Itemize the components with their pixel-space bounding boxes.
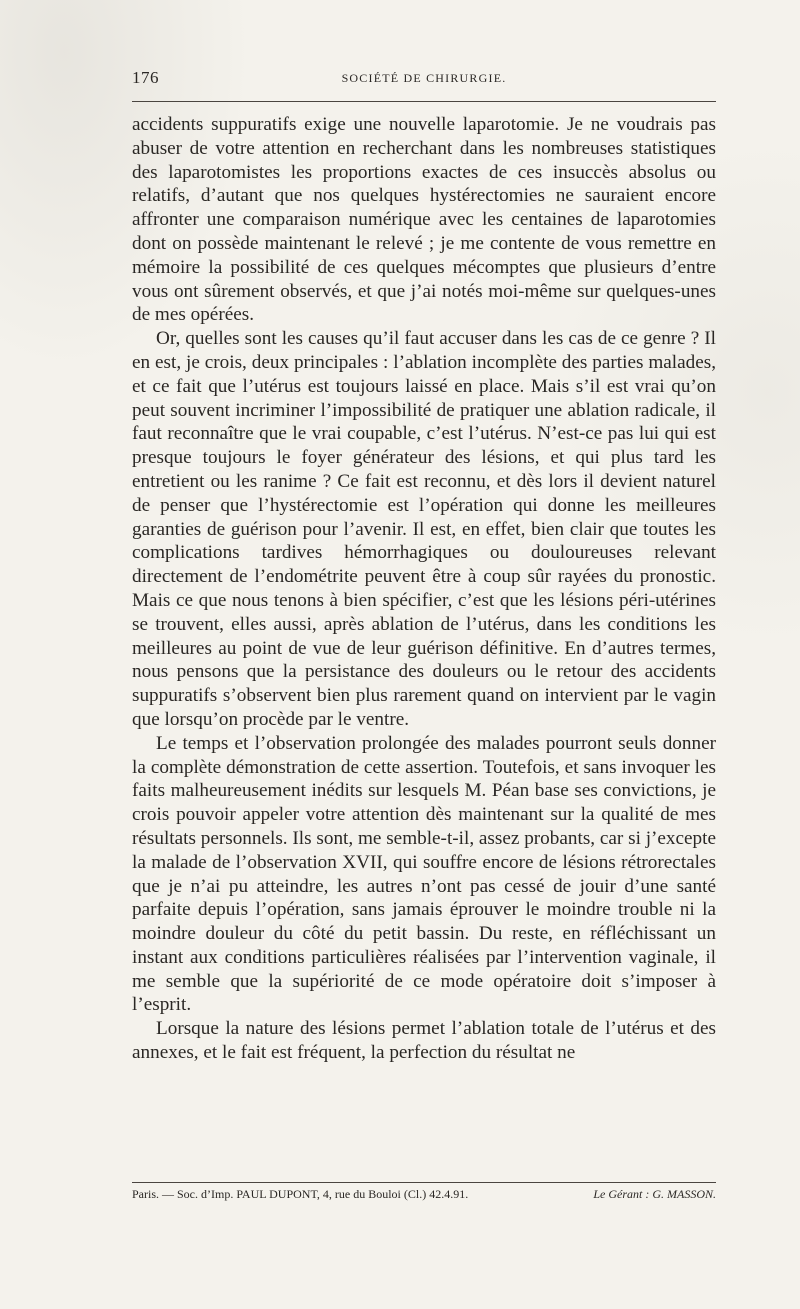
- paragraph-causes: Or, quelles sont les causes qu’il faut accuser dans les cas de ce genre ? Il en est, je crois, deux principales : l’ablation incomplète des parties malades, et ce fait que l’utérus est toujours laissé en place. Mais s’il est vrai qu’on peut souvent incriminer l’impossibilité de pratiquer une ablation radicale, il faut reconnaître que le vrai coupable, c’est l’utérus. N’est-ce pas lui qui est presque toujours le foyer générateur des lésions, et qui plus tard les entretient ou les ranime ? Ce fait est reconnu, et dès lors il devient naturel de penser que l’hystérectomie est l’opération qui donne les meilleures garanties de guérison pour l’avenir. Il est, en effet, bien clair que toutes les complications tardives hémorrhagiques ou douloureuses relevant directement de l’endométrite peuvent être à coup sûr rayées du pronostic. Mais ce que nous tenons à bien spécifier, c’est que les lésions péri-utérines se trouvent, elles aussi, après ablation de l’utérus, dans les conditions les meilleures au point de vue de leur guérison définitive. En d’autres termes, nous pensons que la persistance des douleurs ou le retour des accidents suppuratifs s’observent bien plus rarement quand on intervient par le vagin que lorsqu’on procède par le ventre.: [132, 328, 716, 730]
- paragraph-conclusion-start: Lorsque la nature des lésions permet l’ablation totale de l’utérus et des annexes, et le fait est fréquent, la perfection du résultat ne: [132, 1018, 716, 1064]
- paragraph-results: Le temps et l’observation prolongée des malades pourront seuls donner la complète démonstration de cette assertion. Toutefois, et sans invoquer les faits malheureusement inédits sur lesquels M. Péan base ses convictions, je crois pouvoir appeler votre attention dès maintenant sur la qualité de mes résultats personnels. Ils sont, me semble-t-il, assez probants, car si j’excepte la malade de l’observation XVII, qui souffre encore de lésions rétrorectales que je n’ai pu atteindre, les autres n’ont pas cessé de jouir d’une santé parfaite depuis l’opération, sans jamais éprouver le moindre trouble ni la moindre douleur du côté du petit bassin. Du reste, en réfléchissant un instant aux conditions particulières réalisées par l’intervention vaginale, il me semble que la supériorité de ce mode opératoire doit s’imposer à l’esprit.: [132, 732, 716, 1016]
- imprint-text: Paris. — Soc. d’Imp. PAUL DUPONT, 4, rue du Bouloi (Cl.) 42.4.91.: [132, 1187, 469, 1201]
- footer-rule: [132, 1182, 716, 1183]
- body-text: [132, 113, 716, 1065]
- paragraph-continuation: accidents suppuratifs exige une nouvelle laparotomie. Je ne voudrais pas abuser de votre attention en recherchant dans les nombreuses statistiques des laparotomistes les proportions exactes de ces insuccès absolus ou relatifs, d’autant que nos quelques hystérectomies ne sauraient encore affronter une comparaison numérique avec les centaines de laparotomies dont on possède maintenant le relevé ; je me contente de vous remettre en mémoire la possibilité de ces quelques mécomptes que plusieurs d’entre vous ont sûrement observés, et que j’ai notés moi-même sur quelques-unes de mes opérées.: [132, 114, 716, 326]
- printer-imprint: [132, 1186, 716, 1202]
- gerant-text: Le Gérant : G. MASSON.: [593, 1187, 716, 1201]
- running-head: SOCIÉTÉ DE CHIRURGIE.: [341, 71, 507, 85]
- header-rule: [132, 101, 716, 102]
- page-header: [132, 68, 716, 92]
- page-number: 176: [132, 68, 159, 87]
